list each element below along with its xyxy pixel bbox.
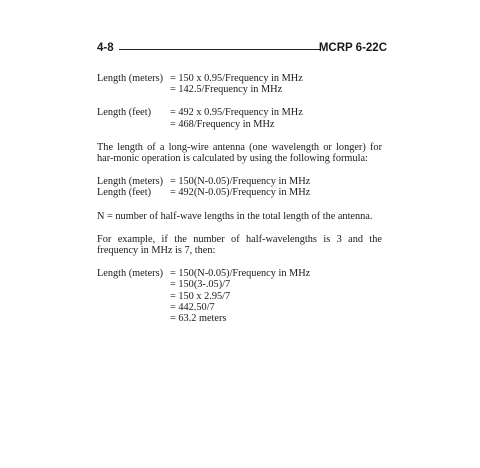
page-number: 4-8 <box>97 42 114 54</box>
equation-label: Length (meters) <box>97 268 164 280</box>
equation-line: = 150(N-0.05)/Frequency in MHz <box>170 268 311 280</box>
equation-line: = 150 x 2.95/7 <box>170 290 231 302</box>
equation-line: = 150(3-.05)/7 <box>170 279 231 291</box>
header-rule <box>119 49 320 50</box>
page-header <box>97 42 387 56</box>
equation-line: = 150 x 0.95/Frequency in MHz <box>170 73 303 84</box>
equation-label: Length (meters) <box>97 73 164 84</box>
page-body <box>97 73 382 324</box>
equation-label: Length (meters) <box>97 176 164 188</box>
equation-line: = 150(N-0.05)/Frequency in MHz <box>170 176 311 188</box>
equation-block-meters <box>97 73 382 95</box>
equation-block-feet <box>97 107 382 129</box>
equation-line: = 492 x 0.95/Frequency in MHz <box>170 107 303 119</box>
equation-label: Length (feet) <box>97 107 152 119</box>
equation-label: Length (feet) <box>97 187 152 199</box>
paragraph-definition: N = number of half-wave lengths in the total length of the antenna. <box>97 210 373 222</box>
equation-block-example <box>97 268 382 324</box>
equation-line: = 492(N-0.05)/Frequency in MHz <box>170 187 311 199</box>
equation-line: = 468/Frequency in MHz <box>170 118 275 130</box>
equation-block-long-wire <box>97 176 382 198</box>
paragraph-long-wire: The length of a long-wire antenna (one wavelength or longer) for har-monic operation is calculated by using the following formula: <box>97 141 382 165</box>
equation-line: = 142.5/Frequency in MHz <box>170 84 283 96</box>
equation-line: = 442.50/7 <box>170 301 215 313</box>
document-id: MCRP 6-22C <box>318 42 387 54</box>
paragraph-example: For example, if the number of half-wavelengths is 3 and the frequency in MHz is 7, then: <box>97 233 382 257</box>
equation-result: = 63.2 meters <box>170 313 227 325</box>
